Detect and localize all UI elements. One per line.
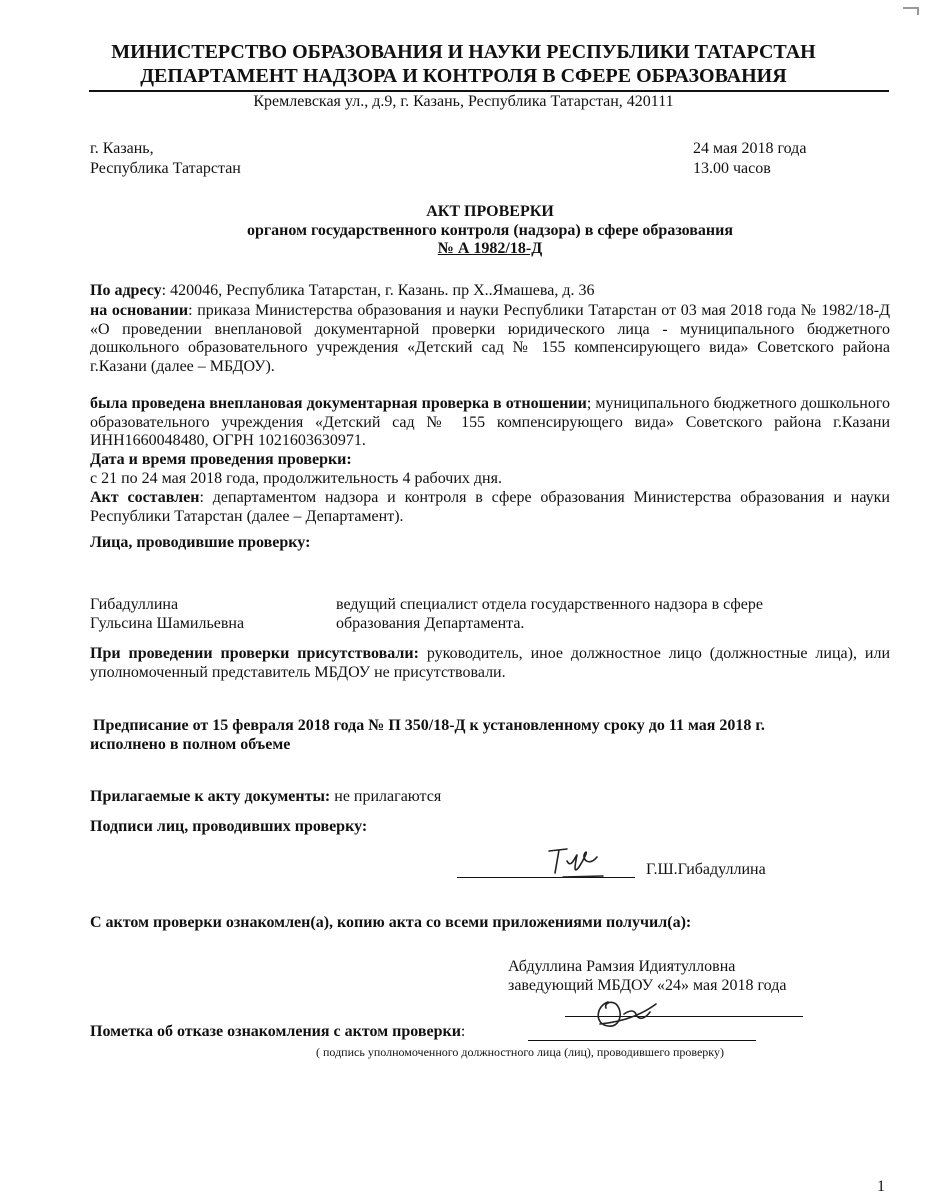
- present-label: При проведении проверки присутствовали:: [90, 645, 419, 662]
- address-paragraph: [90, 282, 890, 300]
- inspector-signature-name: Г.Ш.Гибадуллина: [646, 861, 766, 878]
- department-title: ДЕПАРТАМЕНТ НАДЗОРА И КОНТРОЛЯ В СФЕРЕ ОБРАЗОВАНИЯ: [140, 65, 787, 87]
- header-address: Кремлевская ул., д.9, г. Казань, Республика Татарстан, 420111: [253, 93, 674, 110]
- recipient-name: Абдуллина Рамзия Идиятулловна: [508, 958, 736, 975]
- basis-label: на основании: [90, 302, 189, 319]
- refusal-caption: ( подпись уполномоченного должностного лица (лиц), проводившего проверку): [316, 1045, 724, 1059]
- basis-paragraph: [90, 302, 890, 376]
- act-subtitle: органом государственного контроля (надзора) в сфере образования: [247, 222, 733, 239]
- attached-paragraph: [90, 788, 441, 806]
- inspectors-label: Лица, проводившие проверку:: [90, 534, 311, 551]
- inspector-position-line2: образования Департамента.: [336, 615, 525, 632]
- act-number: № А 1982/18-Д: [437, 240, 543, 257]
- recipient-signature: [590, 994, 660, 1034]
- basis-text: : приказа Министерства образования и науки Республики Татарстан от 03 мая 2018 года № 1982/18-Д «О проведении внеплановой документарной проверки юридического лица - муниципального бюджетного дошкольного образовательного учреждения «Детский сад № 155 компенсирующего вида» Советского района г.Казани (далее – МБДОУ).: [90, 302, 890, 375]
- ministry-title: МИНИСТЕРСТВО ОБРАЗОВАНИЯ И НАУКИ РЕСПУБЛИКИ ТАТАРСТАН: [111, 41, 816, 63]
- present-text: руководитель, иное должностное лицо (должностные лица), или уполномоченный представитель МБДОУ не присутствовали.: [90, 645, 890, 681]
- refusal-paragraph: [90, 1023, 465, 1041]
- inspector-surname: Гибадуллина: [90, 596, 179, 613]
- act-title: АКТ ПРОВЕРКИ: [426, 203, 554, 220]
- refusal-signature-line: [528, 1040, 756, 1041]
- scan-corner-mark: [903, 7, 919, 15]
- place-city: г. Казань,: [90, 140, 154, 157]
- compiled-paragraph: [90, 489, 890, 526]
- dates-text: с 21 по 24 мая 2018 года, продолжительность 4 рабочих дня.: [90, 470, 502, 487]
- place-region: Республика Татарстан: [90, 160, 241, 177]
- prescription-line1: Предписание от 15 февраля 2018 года № П 350/18-Д к установленному сроку до 11 мая 2018 г.: [93, 717, 765, 734]
- inspection-text: ; муниципального бюджетного дошкольного образовательного учреждения «Детский сад № 155 компенсирующего вида» Советского района г.Казани ИНН1660048480, ОГРН 1021603630971.: [90, 395, 891, 449]
- address-label: По адресу: [90, 282, 162, 299]
- attached-text: не прилагаются: [330, 788, 442, 805]
- compiled-text: : департаментом надзора и контроля в сфере образования Министерства образования и науки Республики Татарстан (далее – Департамент).: [90, 489, 890, 525]
- inspection-paragraph: [90, 395, 890, 451]
- header-divider: [89, 90, 889, 92]
- dates-label: Дата и время проведения проверки:: [90, 451, 352, 468]
- act-time: 13.00 часов: [693, 160, 771, 177]
- present-paragraph: [90, 645, 890, 682]
- inspection-label: была проведена внеплановая документарная проверка в отношении: [90, 395, 587, 412]
- acquainted-label: С актом проверки ознакомлен(а), копию акта со всеми приложениями получил(а):: [90, 914, 692, 931]
- compiled-label: Акт составлен: [90, 489, 200, 506]
- prescription-line2: исполнено в полном объеме: [90, 736, 291, 753]
- address-text: : 420046, Республика Татарстан, г. Казань. пр Х..Ямашева, д. 36: [161, 282, 595, 299]
- recipient-position-date: заведующий МБДОУ «24» мая 2018 года: [508, 977, 787, 994]
- inspector-name: Гульсина Шамильевна: [90, 615, 245, 632]
- attached-label: Прилагаемые к акту документы:: [90, 788, 331, 805]
- refusal-colon: :: [460, 1023, 466, 1040]
- page-number: 1: [877, 1178, 885, 1195]
- signatures-label: Подписи лиц, проводивших проверку:: [90, 818, 368, 835]
- inspector-signature: [545, 843, 605, 883]
- refusal-label: Пометка об отказе ознакомления с актом проверки: [90, 1023, 461, 1040]
- act-date: 24 мая 2018 года: [693, 140, 807, 157]
- inspector-position-line1: ведущий специалист отдела государственного надзора в сфере: [336, 596, 763, 613]
